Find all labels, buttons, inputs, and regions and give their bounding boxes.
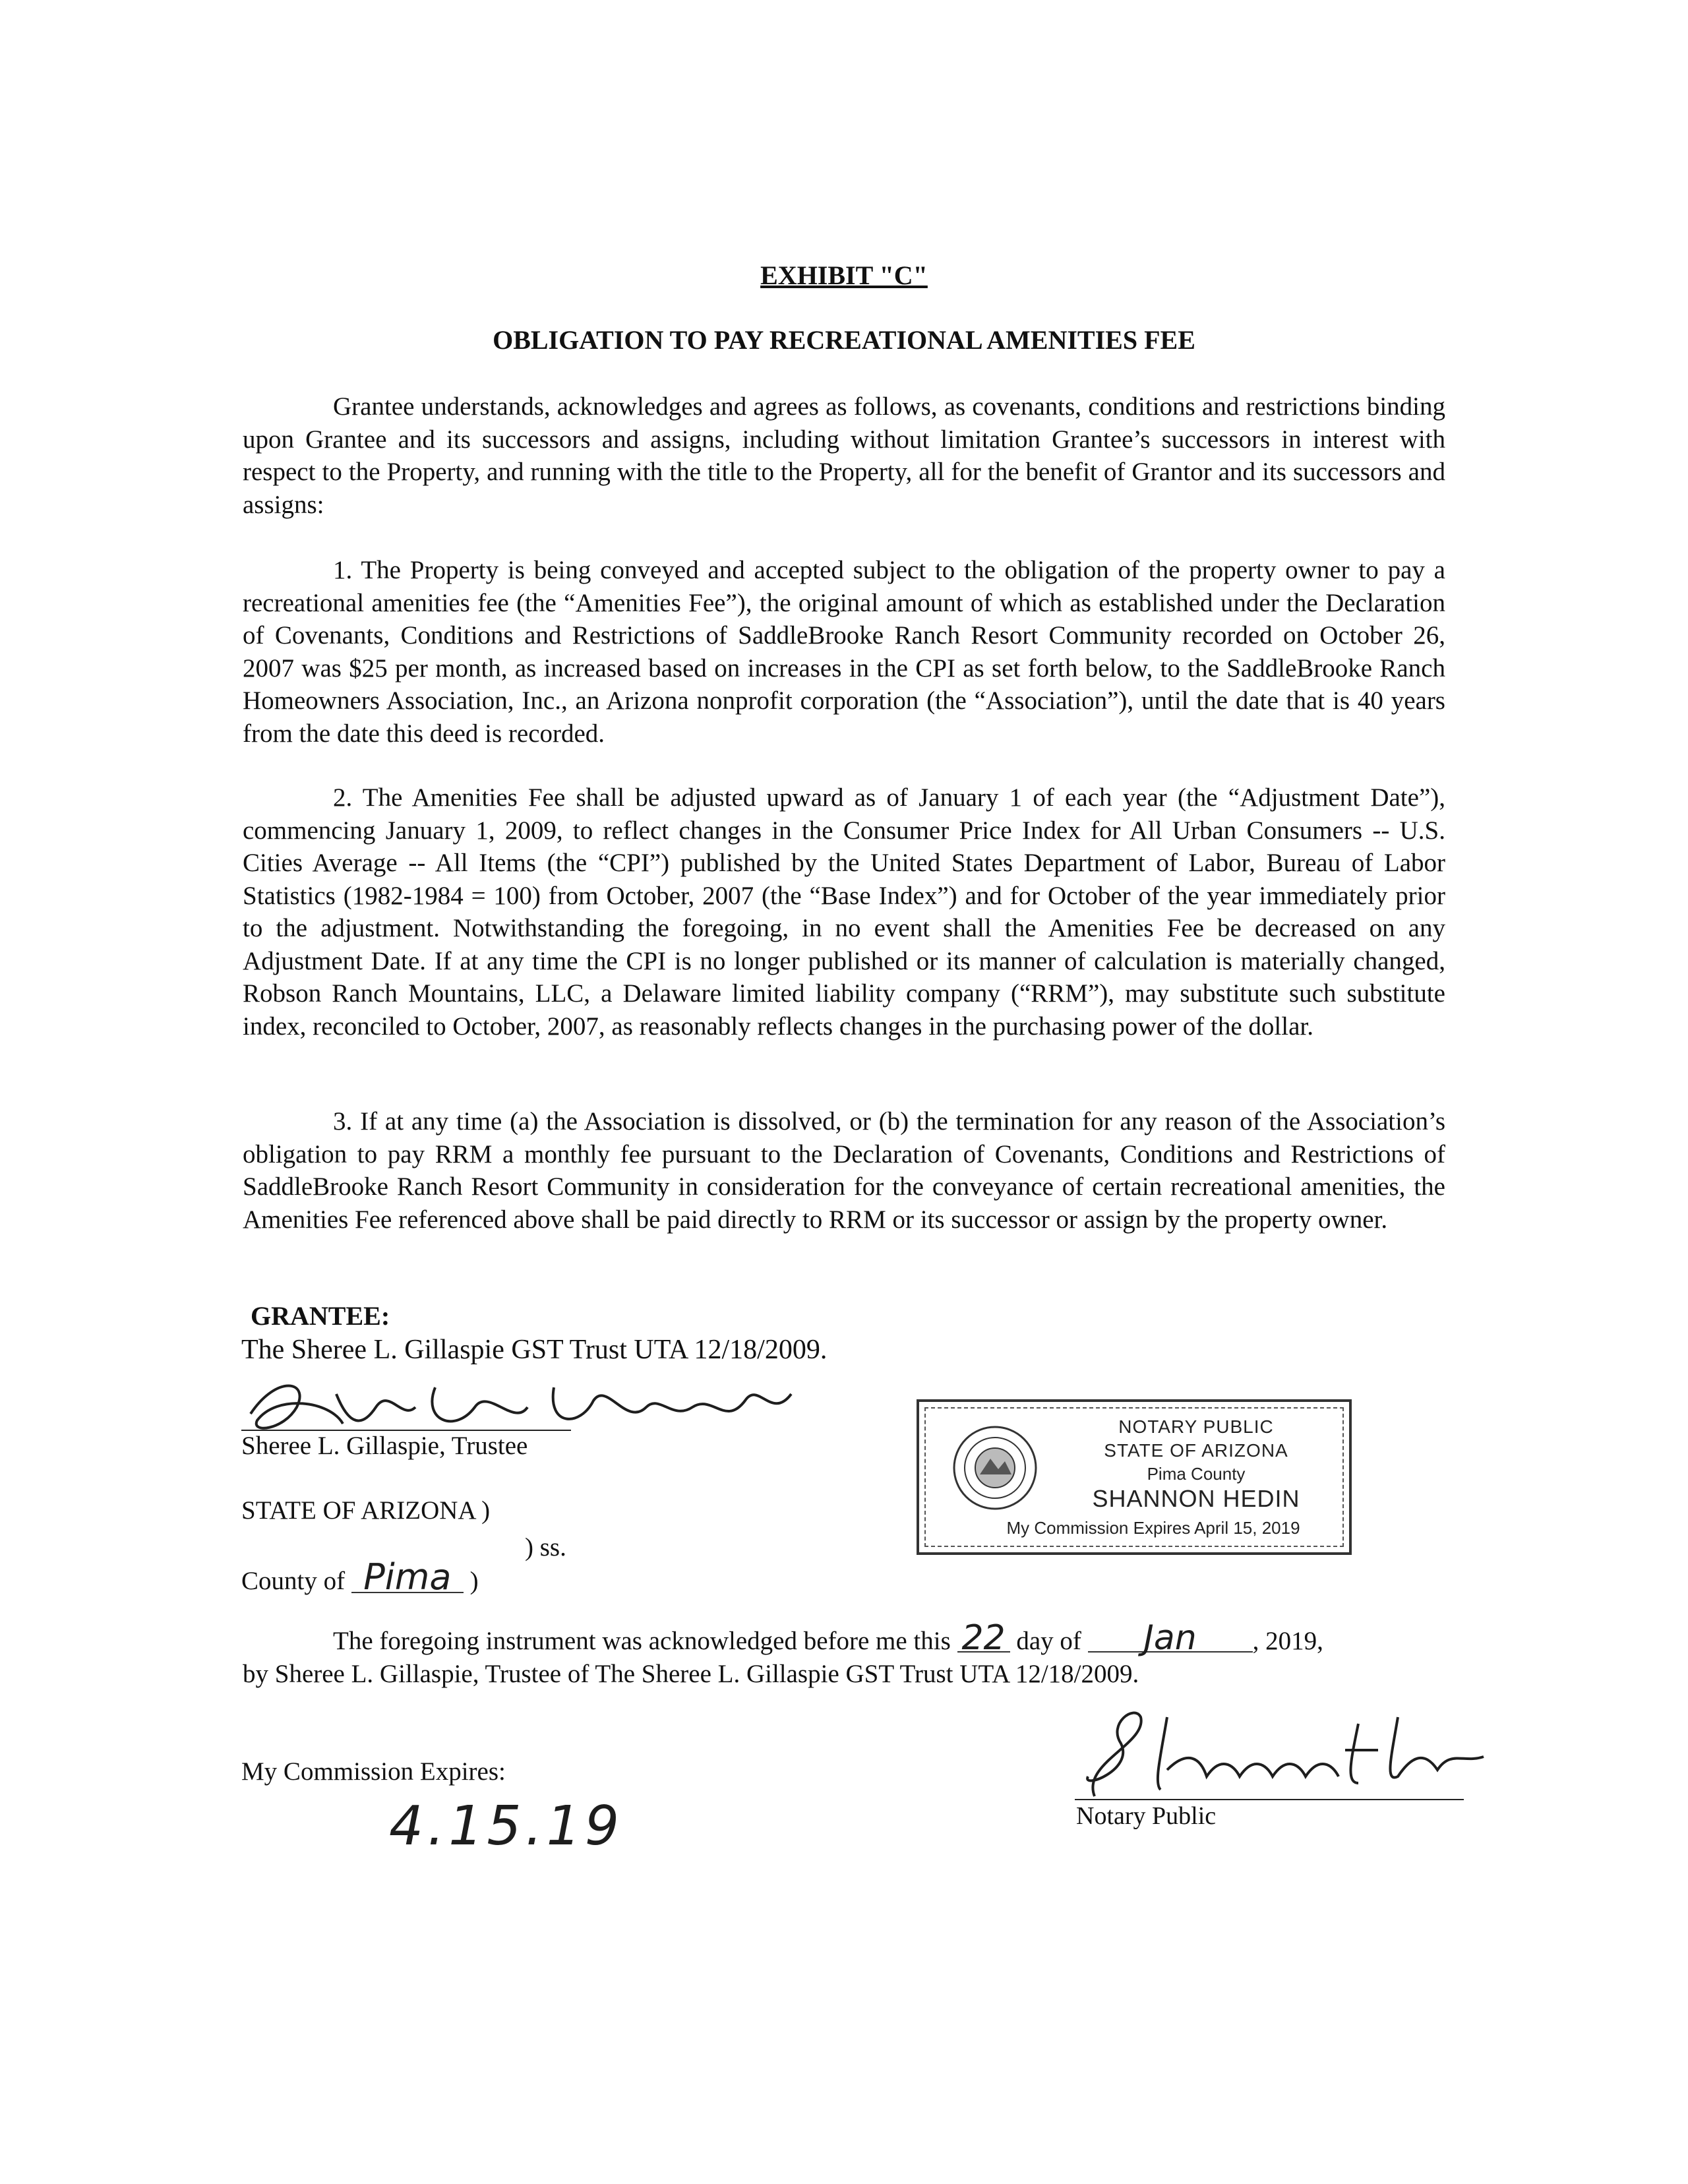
exhibit-title: EXHIBIT "C": [760, 260, 928, 290]
county-handwritten: Pima: [351, 1563, 464, 1593]
paragraph-1: 1. The Property is being conveyed and accepted subject to the obligation of the property owner to pay a recreational amenities fee (the “Amenities Fee”), the original amount of which as established under the Declaration of Covenants, Conditions and Restrictions of SaddleBrooke Ranch Resort Community recorded on October 26, 2007 was $25 per month, as increased based on increases in the CPI as set forth below, to the SaddleBrooke Ranch Homeowners Association, Inc., an Arizona nonprofit corporation (the “Association”), until the date that is 40 years from the date this deed is recorded.: [243, 556, 1445, 748]
ack-day-of: day of: [1016, 1627, 1081, 1655]
notary-stamp: [917, 1399, 1352, 1555]
ack-year: , 2019,: [1252, 1627, 1323, 1655]
stamp-line-1: NOTARY PUBLIC: [1118, 1416, 1274, 1437]
ack-day-handwritten: 22: [957, 1625, 1010, 1653]
ack-prefix: The foregoing instrument was acknowledged before me this: [333, 1627, 951, 1655]
county-prefix: County of: [241, 1567, 346, 1595]
state-seal-icon: [939, 1422, 1051, 1514]
document-heading: OBLIGATION TO PAY RECREATIONAL AMENITIES FEE: [493, 325, 1195, 355]
county-line: [241, 1556, 479, 1598]
stamp-line-2: STATE OF ARIZONA: [1104, 1440, 1288, 1461]
notary-public-label: Notary Public: [1076, 1802, 1217, 1830]
notary-signature-line: [1075, 1799, 1464, 1800]
commission-label: My Commission Expires:: [241, 1757, 506, 1786]
commission-handwritten-date: 4.15.19: [389, 1795, 623, 1858]
paragraph-2: 2. The Amenities Fee shall be adjusted upward as of January 1 of each year (the “Adjustment Date”), commencing January 1, 2009, to reflect changes in the Consumer Price Index for All Urban Consumers -- U.S. Cities Average -- All Items (the “CPI”) published by the United States Department of Labor, Bureau of Labor Statistics (1982-1984 = 100) from October, 2007 (the “Base Index”) and for October of the year immediately prior to the adjustment. Notwithstanding the foregoing, in no event shall the Amenities Fee be decreased on any Adjustment Date. If at any time the CPI is no longer published or its manner of calculation is materially changed, Robson Ranch Mountains, LLC, a Delaware limited liability company (“RRM”), may substitute such substitute index, reconciled to October, 2007, as reasonably reflects changes in the purchasing power of the dollar.: [243, 783, 1445, 1041]
acknowledgment: [243, 1618, 1445, 1691]
county-suffix: ): [469, 1567, 479, 1595]
grantee-label: GRANTEE:: [251, 1301, 390, 1331]
paragraph-3: 3. If at any time (a) the Association is dissolved, or (b) the termination for any reason of the Association’s obligation to pay RRM a monthly fee pursuant to the Declaration of Covenants, Conditions and Restrictions of SaddleBrooke Ranch Resort Community in consideration for the conveyance of certain recreational amenities, the Amenities Fee referenced above shall be paid directly to RRM or its successor or assign by the property owner.: [243, 1107, 1445, 1234]
ack-month-handwritten: Jan: [1088, 1625, 1253, 1653]
ss-line: ) ss.: [525, 1533, 566, 1562]
stamp-line-3: Pima County: [1147, 1464, 1246, 1484]
state-line: STATE OF ARIZONA ): [241, 1496, 491, 1525]
stamp-line-4: SHANNON HEDIN: [1092, 1485, 1300, 1512]
stamp-line-5: My Commission Expires April 15, 2019: [1006, 1518, 1300, 1538]
signer-name: Sheree L. Gillaspie, Trustee: [241, 1432, 528, 1460]
notary-signature: [1068, 1704, 1490, 1809]
ack-second-line: by Sheree L. Gillaspie, Trustee of The Sheree L. Gillaspie GST Trust UTA 12/18/2009.: [243, 1660, 1139, 1688]
trust-name: The Sheree L. Gillaspie GST Trust UTA 12/18/2009.: [241, 1335, 828, 1365]
intro-paragraph: Grantee understands, acknowledges and agrees as follows, as covenants, conditions and restrictions binding upon Grantee and its successors and assigns, including without limitation Grantee’s successors in interest with respect to the Property, and running with the title to the Property, all for the benefit of Grantor and its successors and assigns:: [243, 392, 1445, 519]
